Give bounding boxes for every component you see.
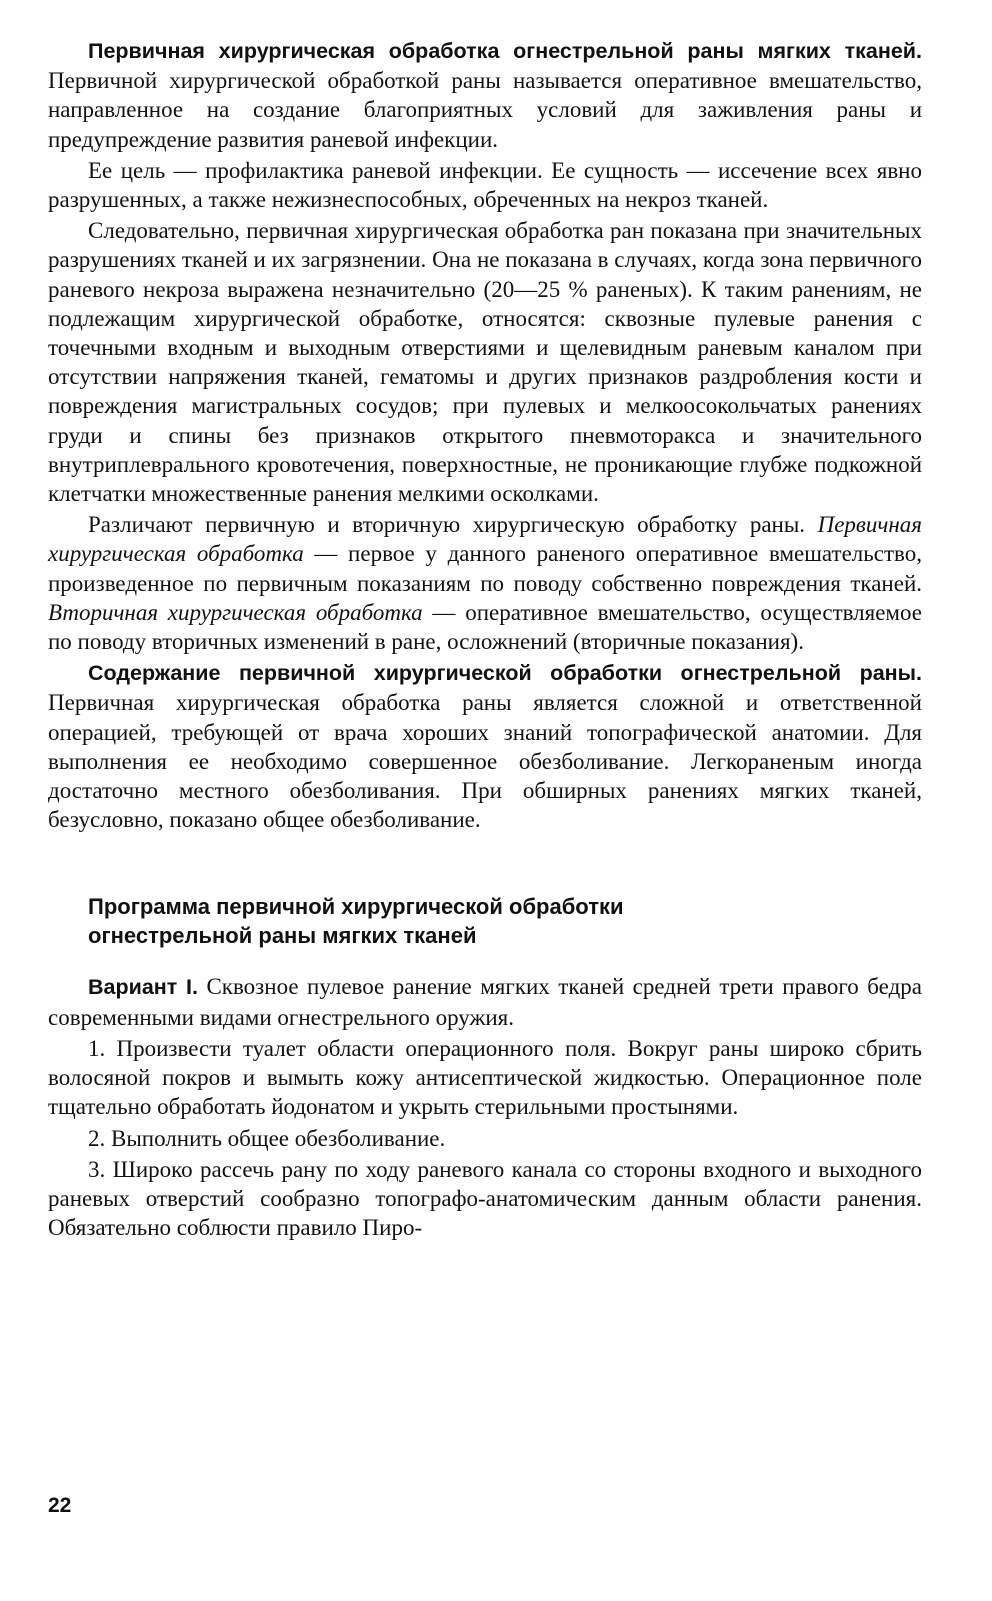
step-item: 2. Выполнить общее обезболивание. bbox=[88, 1125, 446, 1151]
types-text-2: — первое у данного раненого оперативное вмешательство, произведенное по первичным показаниям по поводу собственно повреждения тканей. bbox=[48, 541, 922, 596]
paragraph-definition bbox=[48, 36, 922, 154]
variant-text: Сквозное пулевое ранение мягких тканей средней трети правого бедра современными видами огнестрельного оружия. bbox=[48, 974, 922, 1030]
paragraph-content bbox=[48, 658, 922, 834]
paragraph-indications: Следовательно, первичная хирургическая обработка ран показана при значительных разрушениях тканей и их загрязнении. Она не показана в случаях, когда зона первичного раневого некроза выражена незначительно (20—25 % раненых). К таким ранениям, не подлежащим хирургической обработке, относятся: сквозные пулевые ранения с точечными входным и выходным отверстиями и щелевидным раневым каналом при отсутствии напряжения тканей, гематомы и других признаков раздробления кости и повреждения магистральных сосудов; при пулевых и мелкоосокольчатых ранениях груди и спины без признаков открытого пневмоторакса и значительного внутриплеврального кровотечения, поверхностные, не проникающие глубже подкожной клетчатки множественные ранения мелкими осколками. bbox=[48, 218, 922, 507]
page-number: 22 bbox=[48, 1494, 72, 1517]
step-item: 3. Широко рассечь рану по ходу раневого канала со стороны входного и выходного раневых отверстий сообразно топографо-анатомическим данным области ранения. Обязательно соблюсти правило Пиро- bbox=[48, 1156, 922, 1241]
section-lead-primary-treatment: Первичная хирургическая обработка огнестрельной раны мягких тканей. bbox=[88, 39, 922, 63]
variant-label: Вариант I. bbox=[88, 975, 198, 1000]
document-page bbox=[48, 36, 922, 1244]
section-lead-content: Содержание первичной хирургической обработки огнестрельной раны. bbox=[88, 661, 922, 686]
types-text-1: Различают первичную и вторичную хирургическую обработку раны. bbox=[88, 512, 818, 538]
types-text-3: — оперативное вмешательство, осуществляемое по поводу вторичных изменений в ране, осложнений (вторичные показания). bbox=[48, 599, 922, 655]
paragraph-variant bbox=[48, 972, 922, 1031]
program-heading bbox=[88, 892, 922, 950]
paragraph-types bbox=[48, 510, 922, 656]
content-text: Первичная хирургическая обработка раны является сложной и ответственной операцией, требующей от врача хороших знаний топографической анатомии. Для выполнения ее необходимо совершенное обезболивание. Легкораненым иногда достаточно местного обезболивания. При обширных ранениях мягких тканей, безусловно, показано общее обезболивание. bbox=[48, 690, 922, 833]
program-heading-line-1: Программа первичной хирургической обработки bbox=[88, 894, 624, 920]
step-item: 1. Произвести туалет области операционного поля. Вокруг раны широко сбрить волосяной покров и вымыть кожу антисептической жидкостью. Операционное поле тщательно обработать йодонатом и укрыть стерильными простынями. bbox=[48, 1035, 922, 1120]
definition-text: Первичной хирургической обработкой раны называется оперативное вмешательство, направленное на создание благоприятных условий для заживления раны и предупреждение развития раневой инфекции. bbox=[48, 68, 922, 152]
program-heading-line-2: огнестрельной раны мягких тканей bbox=[88, 923, 477, 949]
term-primary: Первичная хирургическая обработка bbox=[48, 512, 922, 567]
term-secondary: Вторичная хирургическая обработка bbox=[48, 599, 423, 625]
paragraph-goal: Ее цель — профилактика раневой инфекции. Ее сущность — иссечение всех явно разрушенных, а также нежизнеспособных, обреченных на некроз тканей. bbox=[48, 157, 922, 213]
